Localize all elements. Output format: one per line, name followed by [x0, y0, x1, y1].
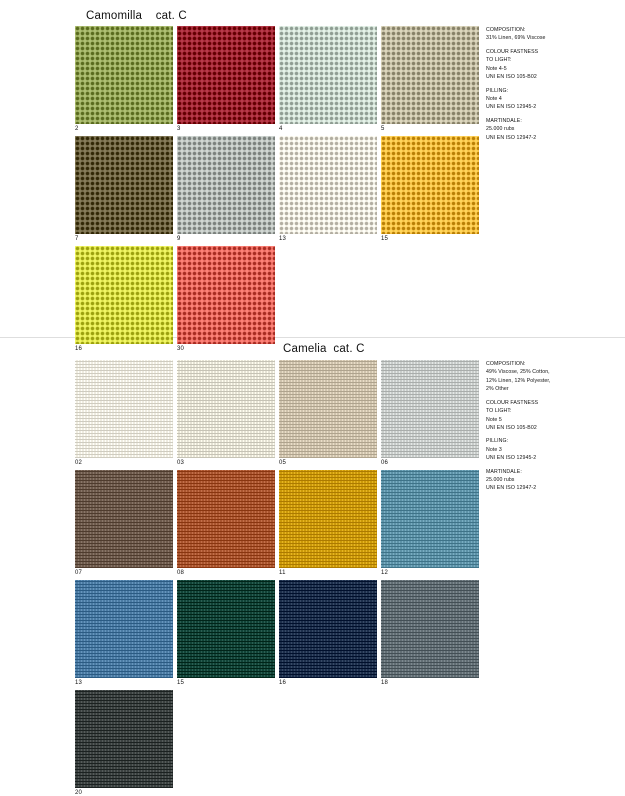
spec-heading: COLOUR FASTNESS [486, 399, 539, 406]
swatch-cell[interactable] [177, 136, 275, 242]
swatch-texture [177, 246, 275, 344]
spec-heading: COLOUR FASTNESS [486, 48, 539, 55]
fabric-swatch[interactable] [75, 470, 173, 568]
swatch-cell[interactable] [381, 136, 479, 242]
fabric-swatch[interactable] [177, 136, 275, 234]
fabric-swatch[interactable] [75, 690, 173, 788]
swatch-texture [75, 360, 173, 458]
fabric-swatch[interactable] [177, 470, 275, 568]
fabric-swatch[interactable] [279, 360, 377, 458]
spec-entry [486, 117, 606, 142]
swatch-cell[interactable] [177, 470, 275, 576]
fabric-swatch[interactable] [381, 360, 479, 458]
swatch-code-label: 16 [75, 346, 83, 352]
swatch-code-label: 12 [381, 570, 389, 576]
fabric-swatch[interactable] [75, 26, 173, 124]
swatch-cell[interactable] [279, 136, 377, 242]
swatch-cell[interactable] [381, 580, 479, 686]
fabric-swatch[interactable] [381, 470, 479, 568]
swatch-texture [279, 580, 377, 678]
spec-line: Note 4-5 [486, 65, 507, 72]
swatch-texture [381, 580, 479, 678]
swatch-code-label: 02 [75, 460, 83, 466]
swatch-texture [381, 470, 479, 568]
spec-block-camomilla [486, 26, 606, 147]
spec-line: UNI EN ISO 12945-2 [486, 104, 537, 111]
swatch-texture [75, 26, 173, 124]
swatch-cell[interactable] [381, 26, 479, 132]
swatch-code-label: 3 [177, 126, 181, 132]
swatch-code-label: 08 [177, 570, 185, 576]
swatch-cell[interactable] [75, 470, 173, 576]
swatch-cell[interactable] [75, 360, 173, 466]
swatch-code-label: 13 [279, 236, 287, 242]
fabric-swatch[interactable] [177, 360, 275, 458]
spec-line: 12% Linen, 12% Polyester, [486, 377, 551, 384]
fabric-swatch[interactable] [75, 580, 173, 678]
section-title-camelia: Camelia cat. C [283, 343, 365, 355]
swatch-texture [177, 136, 275, 234]
swatch-texture [75, 246, 173, 344]
spec-heading: COMPOSITION: [486, 27, 526, 33]
swatch-texture [75, 136, 173, 234]
spec-line: UNI EN ISO 105-B02 [486, 424, 537, 431]
swatch-code-label: 2 [75, 126, 79, 132]
fabric-swatch[interactable] [279, 580, 377, 678]
spec-block-camelia [486, 360, 606, 498]
swatch-texture [279, 136, 377, 234]
spec-entry [486, 468, 606, 493]
swatch-code-label: 03 [177, 460, 185, 466]
swatch-code-label: 13 [75, 680, 83, 686]
spec-line: UNI EN ISO 12947-2 [486, 485, 537, 492]
spec-line: UNI EN ISO 105-B02 [486, 74, 537, 81]
swatch-code-label: 16 [279, 680, 287, 686]
swatch-texture [177, 580, 275, 678]
swatch-texture [177, 470, 275, 568]
fabric-swatch[interactable] [279, 26, 377, 124]
spec-line: 49% Viscose, 25% Cotton, [486, 369, 550, 376]
spec-line: TO LIGHT: [486, 408, 512, 415]
spec-line: UNI EN ISO 12947-2 [486, 134, 537, 141]
swatch-texture [381, 26, 479, 124]
swatch-cell[interactable] [75, 26, 173, 132]
fabric-swatch[interactable] [381, 26, 479, 124]
spec-line: Note 5 [486, 416, 502, 423]
fabric-swatch[interactable] [279, 470, 377, 568]
spec-heading: MARTINDALE: [486, 468, 522, 475]
swatch-code-label: 15 [381, 236, 389, 242]
fabric-swatch[interactable] [177, 580, 275, 678]
swatch-code-label: 15 [177, 680, 185, 686]
swatch-code-label: 20 [75, 790, 83, 796]
spec-heading: MARTINDALE: [486, 117, 522, 124]
spec-entry [486, 87, 606, 112]
spec-entry [486, 48, 606, 82]
spec-entry [486, 26, 606, 43]
swatch-texture [75, 580, 173, 678]
spec-line: UNI EN ISO 12945-2 [486, 455, 537, 462]
fabric-swatch[interactable] [381, 580, 479, 678]
spec-line: 31% Linen, 69% Viscose [486, 35, 546, 42]
swatch-code-label: 06 [381, 460, 389, 466]
swatch-texture [177, 26, 275, 124]
swatch-cell[interactable] [75, 136, 173, 242]
fabric-swatch[interactable] [279, 136, 377, 234]
fabric-swatch[interactable] [177, 26, 275, 124]
fabric-swatch[interactable] [177, 246, 275, 344]
swatch-code-label: 07 [75, 570, 83, 576]
swatch-cell[interactable] [177, 580, 275, 686]
swatch-cell[interactable] [75, 690, 173, 796]
swatch-texture [75, 470, 173, 568]
spec-entry [486, 399, 606, 433]
section-title-camomilla: Camomilla cat. C [86, 10, 187, 22]
swatch-cell[interactable] [381, 360, 479, 466]
swatch-cell[interactable] [279, 470, 377, 576]
swatch-cell[interactable] [177, 360, 275, 466]
spec-line: Note 3 [486, 446, 502, 453]
spec-heading: PILLING: [486, 438, 509, 445]
swatch-texture [75, 690, 173, 788]
fabric-swatch[interactable] [75, 136, 173, 234]
spec-entry [486, 437, 606, 462]
swatch-texture [177, 360, 275, 458]
swatch-code-label: 7 [75, 236, 79, 242]
swatch-cell[interactable] [177, 246, 275, 352]
swatch-cell[interactable] [279, 580, 377, 686]
swatch-cell[interactable] [279, 26, 377, 132]
swatch-code-label: 5 [381, 126, 385, 132]
swatch-code-label: 18 [381, 680, 389, 686]
swatch-code-label: 4 [279, 126, 283, 132]
swatch-code-label: 05 [279, 460, 287, 466]
spec-line: 2% Other [486, 386, 509, 393]
spec-line: TO LIGHT: [486, 57, 512, 64]
spec-heading: PILLING: [486, 87, 509, 94]
spec-entry [486, 360, 606, 394]
swatch-texture [381, 136, 479, 234]
swatch-cell[interactable] [75, 246, 173, 352]
fabric-swatch[interactable] [381, 136, 479, 234]
swatch-code-label: 30 [177, 346, 185, 352]
swatch-cell[interactable] [75, 580, 173, 686]
spec-line: 25.000 rubs [486, 477, 515, 484]
swatch-texture [279, 470, 377, 568]
swatch-texture [279, 26, 377, 124]
swatch-code-label: 11 [279, 570, 286, 576]
swatch-code-label: 9 [177, 236, 181, 242]
swatch-texture [381, 360, 479, 458]
spec-line: 25.000 rubs [486, 126, 515, 133]
swatch-cell[interactable] [177, 26, 275, 132]
spec-line: Note 4 [486, 95, 502, 102]
fabric-swatch[interactable] [75, 246, 173, 344]
spec-heading: COMPOSITION: [486, 361, 526, 367]
swatch-texture [279, 360, 377, 458]
swatch-cell[interactable] [381, 470, 479, 576]
fabric-swatch[interactable] [75, 360, 173, 458]
swatch-cell[interactable] [279, 360, 377, 466]
